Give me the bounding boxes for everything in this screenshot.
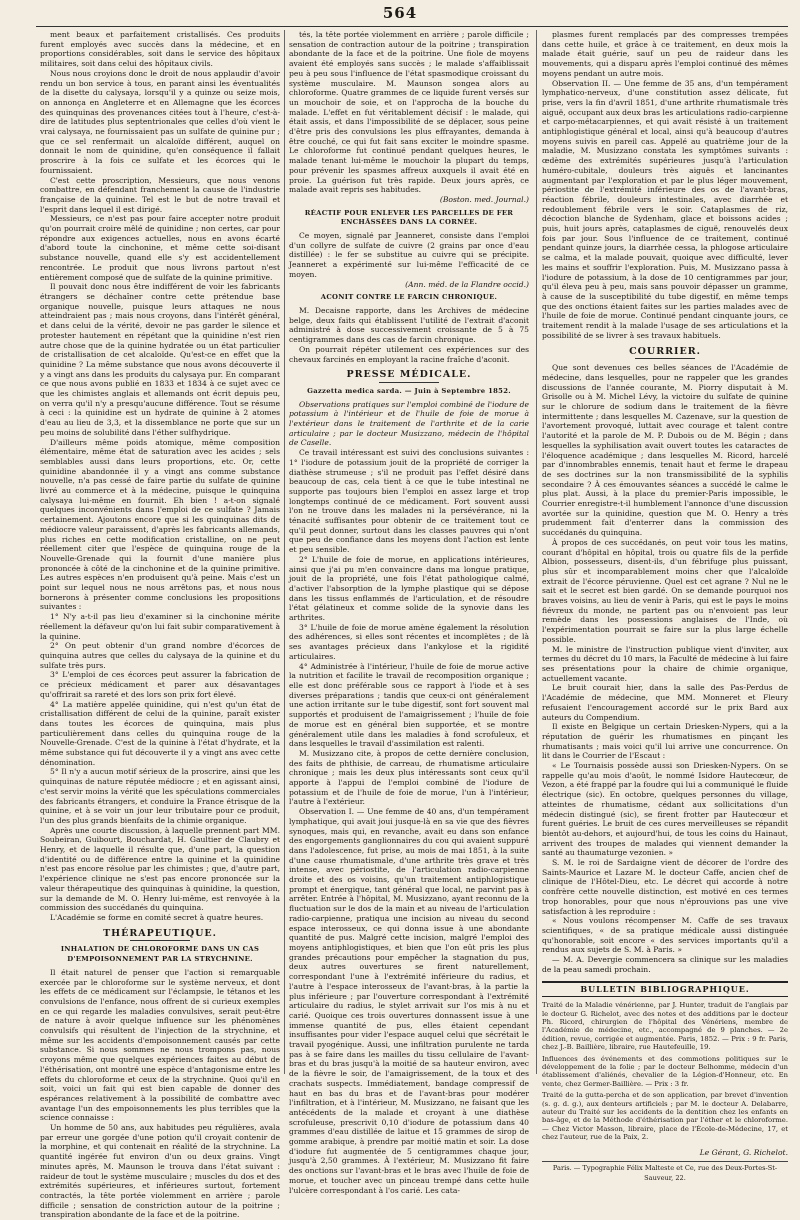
paragraph: L'Académie se forme en comité secret à quatre heures.	[50, 912, 264, 922]
paragraph: Un homme de 50 ans, aux habitudes peu régulières, avala par erreur une gorgée d'une potion qu'il croyait contenir de la morphine, et qui contenait en réalité de la strychnine. La quantité ingérée fut environ d'un ou deux grains. Vingt minutes après, M. Maunson le trouva dans l'état suivant : raideur de tout le système musculaire ; muscles du dos et des extrémités supérieures, et inférieures surtout, fortement contractés, la tête portée violemment en arrière ; parole difficile ; sensation de constriction autour de la poitrine ; transpiration abondante de la face et de la poitrine.	[40, 1123, 280, 1220]
paragraph: S. M. le roi de Sardaigne vient de décorer de l'ordre des Saints-Maurice et Lazare M. le docteur Caffe, ancien chef de clinique de l'Hôtel-Dieu, etc. Le décret qui accorde à notre confrère cette nouvelle distinction, est motivé en ces termes trop honorables, pour que nous n'éprouvions pas une vive satisfaction à les reproduire :	[542, 858, 788, 916]
column-rule	[284, 30, 285, 1074]
paragraph: Il existe en Belgique un certain Driesken-Nypers, qui a la réputation de guérir les rhumatismes en pinçant les rhumatisants ; mais voici qu'il lui arrive une concurrence. On lit dans le Courrier de l'Escaut :	[542, 722, 788, 761]
paragraph: Observation I. — Une femme de 40 ans, d'un tempérament lymphatique, qui avait joui jusque-là en sa vie que des fièvres synoques, mais qui, en revanche, avait eu dans son enfance des engorgements ganglionnaires du cou qui avaient suppuré dans l'adolescence, fut prise, au mois de mai 1851, à la suite d'une cause rhumatismale, d'une arthrite très grave et très intense, avec périostite, de l'articulation radio-carpienne droite et des os voisins, qu'un traitement antiphlogistique prompt et énergique, tant général que local, ne parvint pas à arrêter. Entrée à l'hôpital, M. Musizzano, ayant reconnu de la fluctuation sur le dos de la main et au niveau de l'articulation radio-carpienne, pratiqua une incision au niveau du second espace interosseux, ce qui donna issue à une abondante quantité de pus. Malgré cette incision, malgré l'emploi des moyens antiphlogistiques, et bien que l'on eût pris les plus grandes précautions pour empêcher la stagnation du pus, deux autres ouvertures se firent naturellement, correspondant l'une à l'extrémité inférieure du radius, et l'autre à l'espace interosseux de l'avant-bras, à la partie la plus inférieure ; par l'ouverture correspondant à l'extrémité articulaire du radius, le stylet arrivait sur l'os mis à nu et carié. Quoique ces trois ouvertures donnassent issue à une immense quantité de pus, elles étaient cependant insuffisantes pour vider l'espace auquel celui que sécrétait le travail pyogénique. Aussi, une infiltration purulente ne tarda pas à se faire dans les mailles du tissu cellulaire de l'avant-bras et du bras jusqu'à la moitié de sa hauteur environ, avec de la fièvre le soir, de l'amaigrissement, de la toux et des crachats suspects. Immédiatement, bandage compressif de haut en bas du bras et de l'avant-bras pour modérer l'infiltration, et à l'intérieur, M. Musizzano, ne faisant que les antécédents de la malade et croyant à une diathèse scrofuleuse, prescrivit 0,10 d'iodure de potassium dans 40 grammes d'eau distillée de laitue et 15 grammes de sirop de gomme arabique, à prendre par moitié matin et soir. La dose d'iodure fut augmentée de 5 centigrammes chaque jour, jusqu'à 2,50 grammes. À l'extérieur, M. Musizzano fit faire des onctions sur l'avant-bras et le bras avec l'huile de foie de morue, et toucher avec un pinceau trempé dans cette huile l'ulcère correspondant à l'os carié. Les cata-	[289, 807, 529, 1195]
section-heading-therapeutique: THÉRAPEUTIQUE.	[40, 929, 280, 942]
paragraph: 4° Administrée à l'intérieur, l'huile de foie de morue active la nutrition et facilite le travail de recomposition organique ; elle est donc préférable sous ce rapport à l'iode et à ses diverses préparations ; tandis que ceux-ci ont généralement une action irritante sur le tube digestif, sont fort souvent mal supportés et produisent de l'amaigrissement ; l'huile de foie de morue est en général bien supportée, et se montre généralement utile dans les maladies à fond scrofuleux, et dans lesquelles le travail d'assimilation est ralenti.	[289, 661, 529, 749]
paragraph: « Nous voulons récompenser M. Caffe de ses travaux scientifiques, « de sa pratique médicale aussi distinguée qu'honorable, soit encore « des services importants qu'il a rendus aux sujets de S. M. à Paris. »	[542, 916, 788, 955]
paragraph: 1° N'y a-t-il pas lieu d'examiner si la cinchonine mérite réellement la défaveur qu'on lui fait subir comparativement à la quinine.	[40, 612, 280, 641]
paragraph: ment beaux et parfaitement cristallisés. Ces produits furent employés avec succès dans la médecine, et en proportions considérables, soit dans le service des hôpitaux militaires, soit dans celui des hôpitaux civils.	[40, 30, 280, 69]
bibliography-entry: Influences des événements et des commotions politiques sur le développement de la folie ; par le docteur Belhomme, médecin d'un établissement d'aliénés, chevalier de la Légion-d'Honneur, etc. En vente, chez Germer-Baillière. — Prix : 3 fr.	[542, 1054, 788, 1088]
paragraph: « Le Tournaisis possède aussi son Driesken-Nypers. On se rappelle qu'au mois d'août, le nommé Isidore Hautecœur, de Vezon, a été frappé par la foudre qui lui a communiqué le fluide électrique (sic). En octobre, quelques personnes du village, atteintes de rhumatisme, cédant aux sollicitations d'un médecin distingué (sic), se firent frotter par Hautecœur et furent guéries. Le bruit de ces cures merveilleuses se répandit bientôt au-dehors, et aujourd'hui, de tous les coins du Hainaut, arrivent des troupes de malades qui viennent demander la santé au thaumaturge vezonien. »	[542, 761, 788, 858]
paragraph: Observations pratiques sur l'emploi combiné de l'iodure de potassium à l'intérieur et de l'huile de foie de morue à l'extérieur dans le traitement de l'arthrite et de la carie articulaire ; par le docteur Musizzano, médecin de l'hôpital de Caselle.	[289, 399, 529, 448]
paragraph: Que sont devenues ces belles séances de l'Académie de médecine, dans lesquelles, pour ne rappeler que les grandes discussions de l'année courante, M. Piorry disputait à M. Grisolle ou à M. Michel Lévy, la victoire du sulfate de quinine sur le chlorure de sodium dans le traitement de la fièvre intermittente ; dans lesquelles M. Cazenave, sur la question de l'avortement provoqué, luttait avec courage et talent contre l'autorité et la parole de M. P. Dubois ou de M. Bégin ; dans lesquelles la syphilisation avait ouvert toutes les cataractes de l'éloquence académique ; dans lesquelles M. Ricord, harcelé par d'innombrables ennemis, tenait haut et ferme le drapeau de ses doctrines sur la non transmissibilité de la syphilis secondaire ? À ces émouvantes séances a succédé le calme le plus plat. Aussi, à la place du premier-Paris impossible, le Courrier enregistre-t-il humblement l'annonce d'une discussion avortée sur la quinidine, question que M. O. Henry a très prudemment fait d'enterrer dans la commission des succédanés du quinquina.	[542, 363, 788, 538]
paragraph: 3° L'huile de foie de morue amène également la résolution des adhérences, si elles sont récentes et incomplètes ; de là ses avantages précieux dans l'ankylose et la rigidité articulaires.	[289, 622, 529, 661]
article-heading-reactif: RÉACTIF POUR ENLEVER LES PARCELLES DE FER ENCHÂSSÉES DANS LA CORNÉE.	[304, 208, 514, 227]
column-rule	[536, 30, 537, 1074]
source-citation: (Boston. med. Journal.)	[439, 194, 529, 204]
paragraph: Ce moyen, signalé par Jeanneret, consiste dans l'emploi d'un collyre de sulfate de cuivre (2 grains par once d'eau distillée) : le fer se substitue au cuivre qui se précipite. Jeanneret a expérimenté sur lui-même l'efficacité de ce moyen.	[289, 231, 529, 279]
header-rule	[36, 26, 788, 27]
paragraph: Ce travail intéressant est suivi des conclusions suivantes : 1° l'iodure de potassium jouit de la propriété de corriger la diathèse strumeuse ; s'il ne produit pas l'effet désiré dans beaucoup de cas, cela tient à ce que le tube intestinal ne supporte pas toujours bien l'emploi en assez large et trop longtemps continué de ce médicament. Fort souvent aussi l'on ne trouve dans les malades ni la persévérance, ni la ténacité suffisantes pour obtenir de ce traitement tout ce qu'il peut donner, surtout dans les classes pauvres qui n'ont que peu de confiance dans les moyens dont l'action est lente et peu sensible.	[289, 448, 529, 555]
paragraph: Le bruit courait hier, dans la salle des Pas-Perdus de l'Académie de médecine, que MM. Monneret et Fleury refusaient l'encouragement accordé sur le prix Bard aux auteurs du Compendium.	[542, 683, 788, 722]
bibliography-entry: Traité de la gutta-percha et de son application, par brevet d'invention (s. g. d. g.), aux denteurs artificiels ; par M. le docteur A. Delabarre, auteur du Traité sur les accidents de la dentition chez les enfants en bas-âge, et de la Méthode d'éthérisation par l'éther et le chloroforme. — Chez Victor Masson, libraire, place de l'École-de-Médecine, 17, et chez l'auteur, rue de la Paix, 2.	[542, 1091, 788, 1142]
paragraph: Observation II. — Une femme de 35 ans, d'un tempérament lymphatico-nerveux, d'une constitution assez délicate, fut prise, vers la fin d'avril 1851, d'une arthrite rhumatismale très aiguë, occupant aux deux bras les articulations radio-carpienne et carpo-métacarpiennes, et qui avait résisté à un traitement antiphlogistique général et local, ainsi qu'à beaucoup d'autres moyens suivis en pareil cas. Appelé au quatrième jour de la maladie, M. Musizzano constata les symptômes suivants : œdème des extrémités supérieures jusqu'à l'articulation huméro-cubitale, douleurs très aiguës et lancinantes augmentant par l'exploration et par le plus léger mouvement, périostite de l'extrémité inférieure des os de l'avant-bras, réaction fébrile, douleurs intestinales, avec diarrhée et redoublement fébrile vers le soir. Cataplasmes de riz, décoction blanche de Sydenham, glace et boissons acides ; puis, huit jours après, cataplasmes de ciguë, renouvelés deux fois par jour. Sous l'influence de ce traitement, continué pendant quinze jours, la diarrhée cessa, la phlogose articulaire se calma, et la malade pouvait, quoique avec difficulté, lever les mains et souffrir l'exploration. Puis, M. Musizzano passa à l'iodure de potassium, à la dose de 10 centigrammes par jour, qu'il éleva peu à peu, mais sans pouvoir dépasser un gramme, à cause de la susceptibilité du tube digestif, en même temps que des onctions étaient faites sur les parties malades avec de l'huile de foie de morue. Continué pendant cinquante jours, ce traitement rendit à la malade l'usage de ses articulations et la possibilité de se livrer à ses travaux habituels.	[542, 78, 788, 340]
printer-imprint: Paris. — Typographie Félix Malteste et Ce, rue des Deux-Portes-St-Sauveur, 22.	[542, 1161, 788, 1183]
paragraph: 2° On peut obtenir d'un grand nombre d'écorces de quinquina autres que celles du calysaya de la quinine et du sulfate très purs.	[40, 641, 280, 670]
article-heading-aconit: ACONIT CONTRE LE FARCIN CHRONIQUE.	[320, 293, 498, 302]
paragraph: plasmes furent remplacés par des compresses trempées dans cette huile, et grâce à ce traitement, en deux mois la malade était guérie, sauf un peu de raideur dans les mouvements, qui a disparu après l'emploi continué des mêmes moyens pendant un autre mois.	[542, 30, 788, 78]
paragraph: Nous nous croyions donc le droit de nous applaudir d'avoir rendu un bon service à tous, en parant ainsi les éventualités de la disette du calysaya, lorsqu'il y a quinze ou seize mois, on annonça en Angleterre et en Allemagne que les écorces des quinquinas des provenances citées tout à l'heure, c'est-à-dire de latitudes plus septentrionales que celles d'où vient le vrai calysaya, ne fournissaient pas un sulfate de quinine pur ; que ce sel renfermait un alcaloïde différent, auquel on donnait le nom de quinidine, qu'en conséquence il fallait proscrire à la fois ce sulfate et les écorces qui le fournissaient.	[40, 68, 280, 175]
paragraph: 2° L'huile de foie de morue, en applications intérieures, ainsi que j'ai pu m'en convaincre dans ma longue pratique, jouit de la propriété, une fois l'état pathologique calmé, d'activer l'absorption de la lymphe plastique qui se dépose dans les tissus enflammés de l'articulation, et de résoudre l'état gélatineux et comme solide de la synovie dans les arthrites.	[289, 554, 529, 623]
column-2	[289, 30, 529, 1195]
paragraph: C'est cette proscription, Messieurs, que nous venons combattre, en défendant franchement la cause de l'industrie française de la quinine. Tel est le but de notre travail et l'esprit dans lequel il est dirigé.	[40, 175, 280, 214]
paragraph: M. Decaisne rapporte, dans les Archives de médecine belge, deux faits qui établissent l'utilité de l'extrait d'aconit administré à dose successivement croissante de 5 à 75 centigrammes dans des cas de farcin chronique.	[289, 305, 529, 345]
section-heading-courrier: COURRIER.	[542, 347, 788, 360]
paragraph: Il était naturel de penser que l'action si remarquable exercée par le chloroforme sur le système nerveux, et dont les effets de ce médicament sur l'éclampsie, le tétanos et les convulsions de l'enfance, nous offrent de si curieux exemples en ce qui regarde les maladies convulsives, serait peut-être de nature à avoir quelque influence sur les phénomènes convulsifs qui résultent de l'injection de la strychnine, et même sur les accidents d'empoisonnement causés par cette substance. Si nous sommes ne nous trompons pas, nous croyons même que quelques expériences faites au début de l'éthérisation, ont montré une espèce d'antagonisme entre les effets du chloroforme et ceux de la strychnine. Quoi qu'il en soit, voici un fait qui est bien capable de donner des espérances relativement à la possibilité de combattre avec avantage l'un des empoisonnements les plus terribles que la science connaisse :	[40, 967, 280, 1123]
col1-body	[40, 30, 280, 923]
bulletin-heading: BULLETIN BIBLIOGRAPHIQUE.	[542, 981, 788, 998]
column-3	[542, 30, 788, 1183]
paragraph: 3° L'emploi de ces écorces peut assurer la fabrication de ce précieux médicament et parer aux désavantages qu'offrirait sa rareté et des lors son prix fort élevé.	[40, 670, 280, 699]
paragraph: Messieurs, ce n'est pas pour faire accepter notre produit qu'on pourrait croire mêlé de quinidine ; non certes, car pour répondre aux exigences actuelles, nous en avons écarté d'abord toute la cinchonine, et même cette soi-disant substance nouvelle, quand elle s'y est accidentellement rencontrée. Le produit que nous livrons partout n'est entièrement composé que de sulfate de la quinine primitive.	[40, 214, 280, 282]
page-number: 564	[382, 4, 418, 22]
paragraph: Il pouvait donc nous être indifférent de voir les fabricants étrangers se déchaîner contre cette prétendue base organique nouvelle, puisque leurs attaques ne nous atteindraient pas ; mais nous croyons, dans l'intérêt général, et dans celui de la vérité, devoir ne pas garder le silence et protester hautement en répétant que la quinidine n'est rien autre chose que de la quinine hydratée ou un état particulier de cristallisation de cet alcaloïde. Qu'est-ce en effet que la quinidine ? La même substance que nous avons découverte il y a vingt ans dans les produits du calysaya pur. En comparant ce que nous avons publié en 1833 et 1834 à ce sujet avec ce que les chimistes anglais et allemands ont écrit depuis peu, on verra qu'il n'y a presqu'aucune différence. Tout se résume à ceci : la quinidine est un hydrate de quinine à 2 atomes d'eau au lieu de 3,3, et la dissemblance ne porte que sur un peu moins de solubilité dans l'éther sulfhydrique.	[40, 282, 280, 437]
journal-heading: Gazzetta medica sarda. — Juin à Septembre 1852.	[307, 386, 511, 395]
article-heading-chloroforme: INHALATION DE CHLOROFORME DANS UN CAS D'EMPOISONNEMENT PAR LA STRYCHNINE.	[60, 945, 260, 964]
bibliography-entry: Traité de la Maladie vénérienne, par J. Hunter, traduit de l'anglais par le docteur G. Richelot, avec des notes et des additions par le docteur Ph. Ricord, chirurgien de l'hôpital des Vénériens, membre de l'Académie de médecine, etc., accompagné de 9 planches. — 2e édition, revue, corrigée et augmentée. Paris, 1852. — Prix : 9 fr. Paris, chez J.-B. Baillière, libraire, rue Hautefeuille, 19.	[542, 1001, 788, 1052]
gerant-signature: Le Gérant, G. Richelot.	[699, 1147, 788, 1157]
paragraph: 5° Il n'y a aucun motif sérieux de la proscrire, ainsi que les quinquinas de nature réputée médiocre ; et en agissant ainsi, c'est servir moins la vérité que les spéculations commerciales des fabricants étrangers, et conduire la France étrisque de la quinine, et à se voir un jour leur tributaire pour ce produit, l'un des plus grands bienfaits de la chimie organique.	[40, 767, 280, 825]
source-citation: (Ann. méd. de la Flandre occid.)	[405, 279, 529, 289]
paragraph: 4° La matière appelée quinidine, qui n'est qu'un état de cristallisation différent de celui de la quinine, paraît exister dans toutes les écorces de quinquina, mais plus particulièrement dans celles du quinquina rouge de la Nouvelle-Grenade. C'est de la quinine à l'état d'hydrate, et la même substance qui fut découverte il y a vingt ans avec cette dénomination.	[40, 699, 280, 767]
paragraph: — M. A. Devergie commencera sa clinique sur les maladies de la peau samedi prochain.	[542, 955, 788, 974]
column-1	[40, 30, 280, 1220]
paragraph: On pourrait répéter utilement ces expériences sur des chevaux farcinés en employant la racine fraîche d'aconit.	[289, 344, 529, 364]
paragraph: À propos de ces succédanés, on peut voir tous les matins, courant d'hôpital en hôpital, trois ou quatre fils de la perfide Albion, possesseurs, disent-ils, d'un fébrifuge plus puissant, plus sûr et incomparablement moins cher que l'alcaloïde extrait de l'écorce péruvienne. Quel est cet agrane ? Nul ne le sait et le secret est bien gardé. On se demande pourquoi nos braves voisins, au lieu de venir à Paris, qui est le pays le moins fiévreux du monde, ne partent pas ou n'envoient pas leur remède dans les possessions anglaises de l'Inde, où l'expérimentation pourrait se faire sur la plus large échelle possible.	[542, 537, 788, 644]
paragraph: D'ailleurs même poids atomique, même composition élémentaire, même état de saturation avec les acides ; sels semblables aussi dans leurs proportions, etc. Or, cette quinidine abandonnée il y a vingt ans comme substance nouvelle, n'a pas cessé de faire partie du sulfate de quinine livré au commerce et à la médecine, puisque le quinquina calysaya lui-même en fournit. Eh bien ! a-t-on signalé quelques inconvénients dans l'emploi de ce sulfate ? Jamais certainement. Ajoutons encore que si les quinquinas dits de médiocre valeur paraissent, d'après les fabricants allemands, plus riches en cette modification cristalline, on ne peut réellement citer que l'espèce de quinquina rouge de la Nouvelle-Grenade qui la fournit d'une manière plus prononcée à côté de la cinchonine et de la quinine primitive. Les autres espèces n'en produisent qu'à peine. Mais c'est un point sur lequel nous ne nous arrêtons pas, et nous nous bornerons à présenter comme conclusions les propositions suivantes :	[40, 437, 280, 612]
paragraph: M. Musizzano cite, à propos de cette dernière conclusion, des faits de phthisie, de carreau, de rhumatisme articulaire chronique ; mais les deux plus intéressants sont ceux qu'il apporte à l'appui de l'emploi combiné de l'iodure de potassium et de l'huile de foie de morue, l'un à l'intérieur, l'autre à l'extérieur.	[289, 748, 529, 807]
paragraph: M. le ministre de l'instruction publique vient d'inviter, aux termes du décret du 10 mars, la Faculté de médecine à lui faire ses présentations pour la chaire de chimie organique, actuellement vacante.	[542, 644, 788, 683]
paragraph: Après une courte discussion, à laquelle prennent part MM. Soubeiran, Guibourt, Bouchardat, H. Gaultier de Claubry et Henry, et de laquelle il résulte que, d'une part, la question d'identité ou de différence entre la quinine et la quinidine n'est pas encore résolue par les chimistes ; que, d'autre part, l'expérience clinique ne s'est pas encore prononcée sur la valeur thérapeutique des quinquinas à quinidine, la question, sur la demande de M. O. Henry lui-même, est renvoyée à la commission des succédanés du quinquina.	[40, 825, 280, 913]
paragraph: tés, la tête portée violemment en arrière ; parole difficile ; sensation de contraction autour de la poitrine ; transpiration abondante de la face et de la poitrine. Une fiole de moyens avaient été employés sans succès ; le malade s'affaiblissait peu à peu sous l'influence de l'état spasmodique croissant du système musculaire. M. Maunson songea alors au chloroforme. Quatre grammes de ce liquide furent versés sur un mouchoir de soie, et on l'approcha de la bouche du malade. L'effet en fut véritablement décisif : le malade, qui était assis, et dans l'impossibilité de se déplacer, sous peine d'être pris des convulsions les plus effrayantes, demanda à être couché, ce qui fut fait sans exciter le moindre spasme. Le chloroforme fut continué pendant quelques heures, le malade tenant lui-même le mouchoir la plupart du temps, pour prévenir les spasmes affreux auxquels il avait été en proie. La guérison fut très rapide. Deux jours après, ce malade avait repris ses habitudes.	[289, 30, 529, 195]
section-heading-presse: PRESSE MÉDICALE.	[289, 370, 529, 383]
